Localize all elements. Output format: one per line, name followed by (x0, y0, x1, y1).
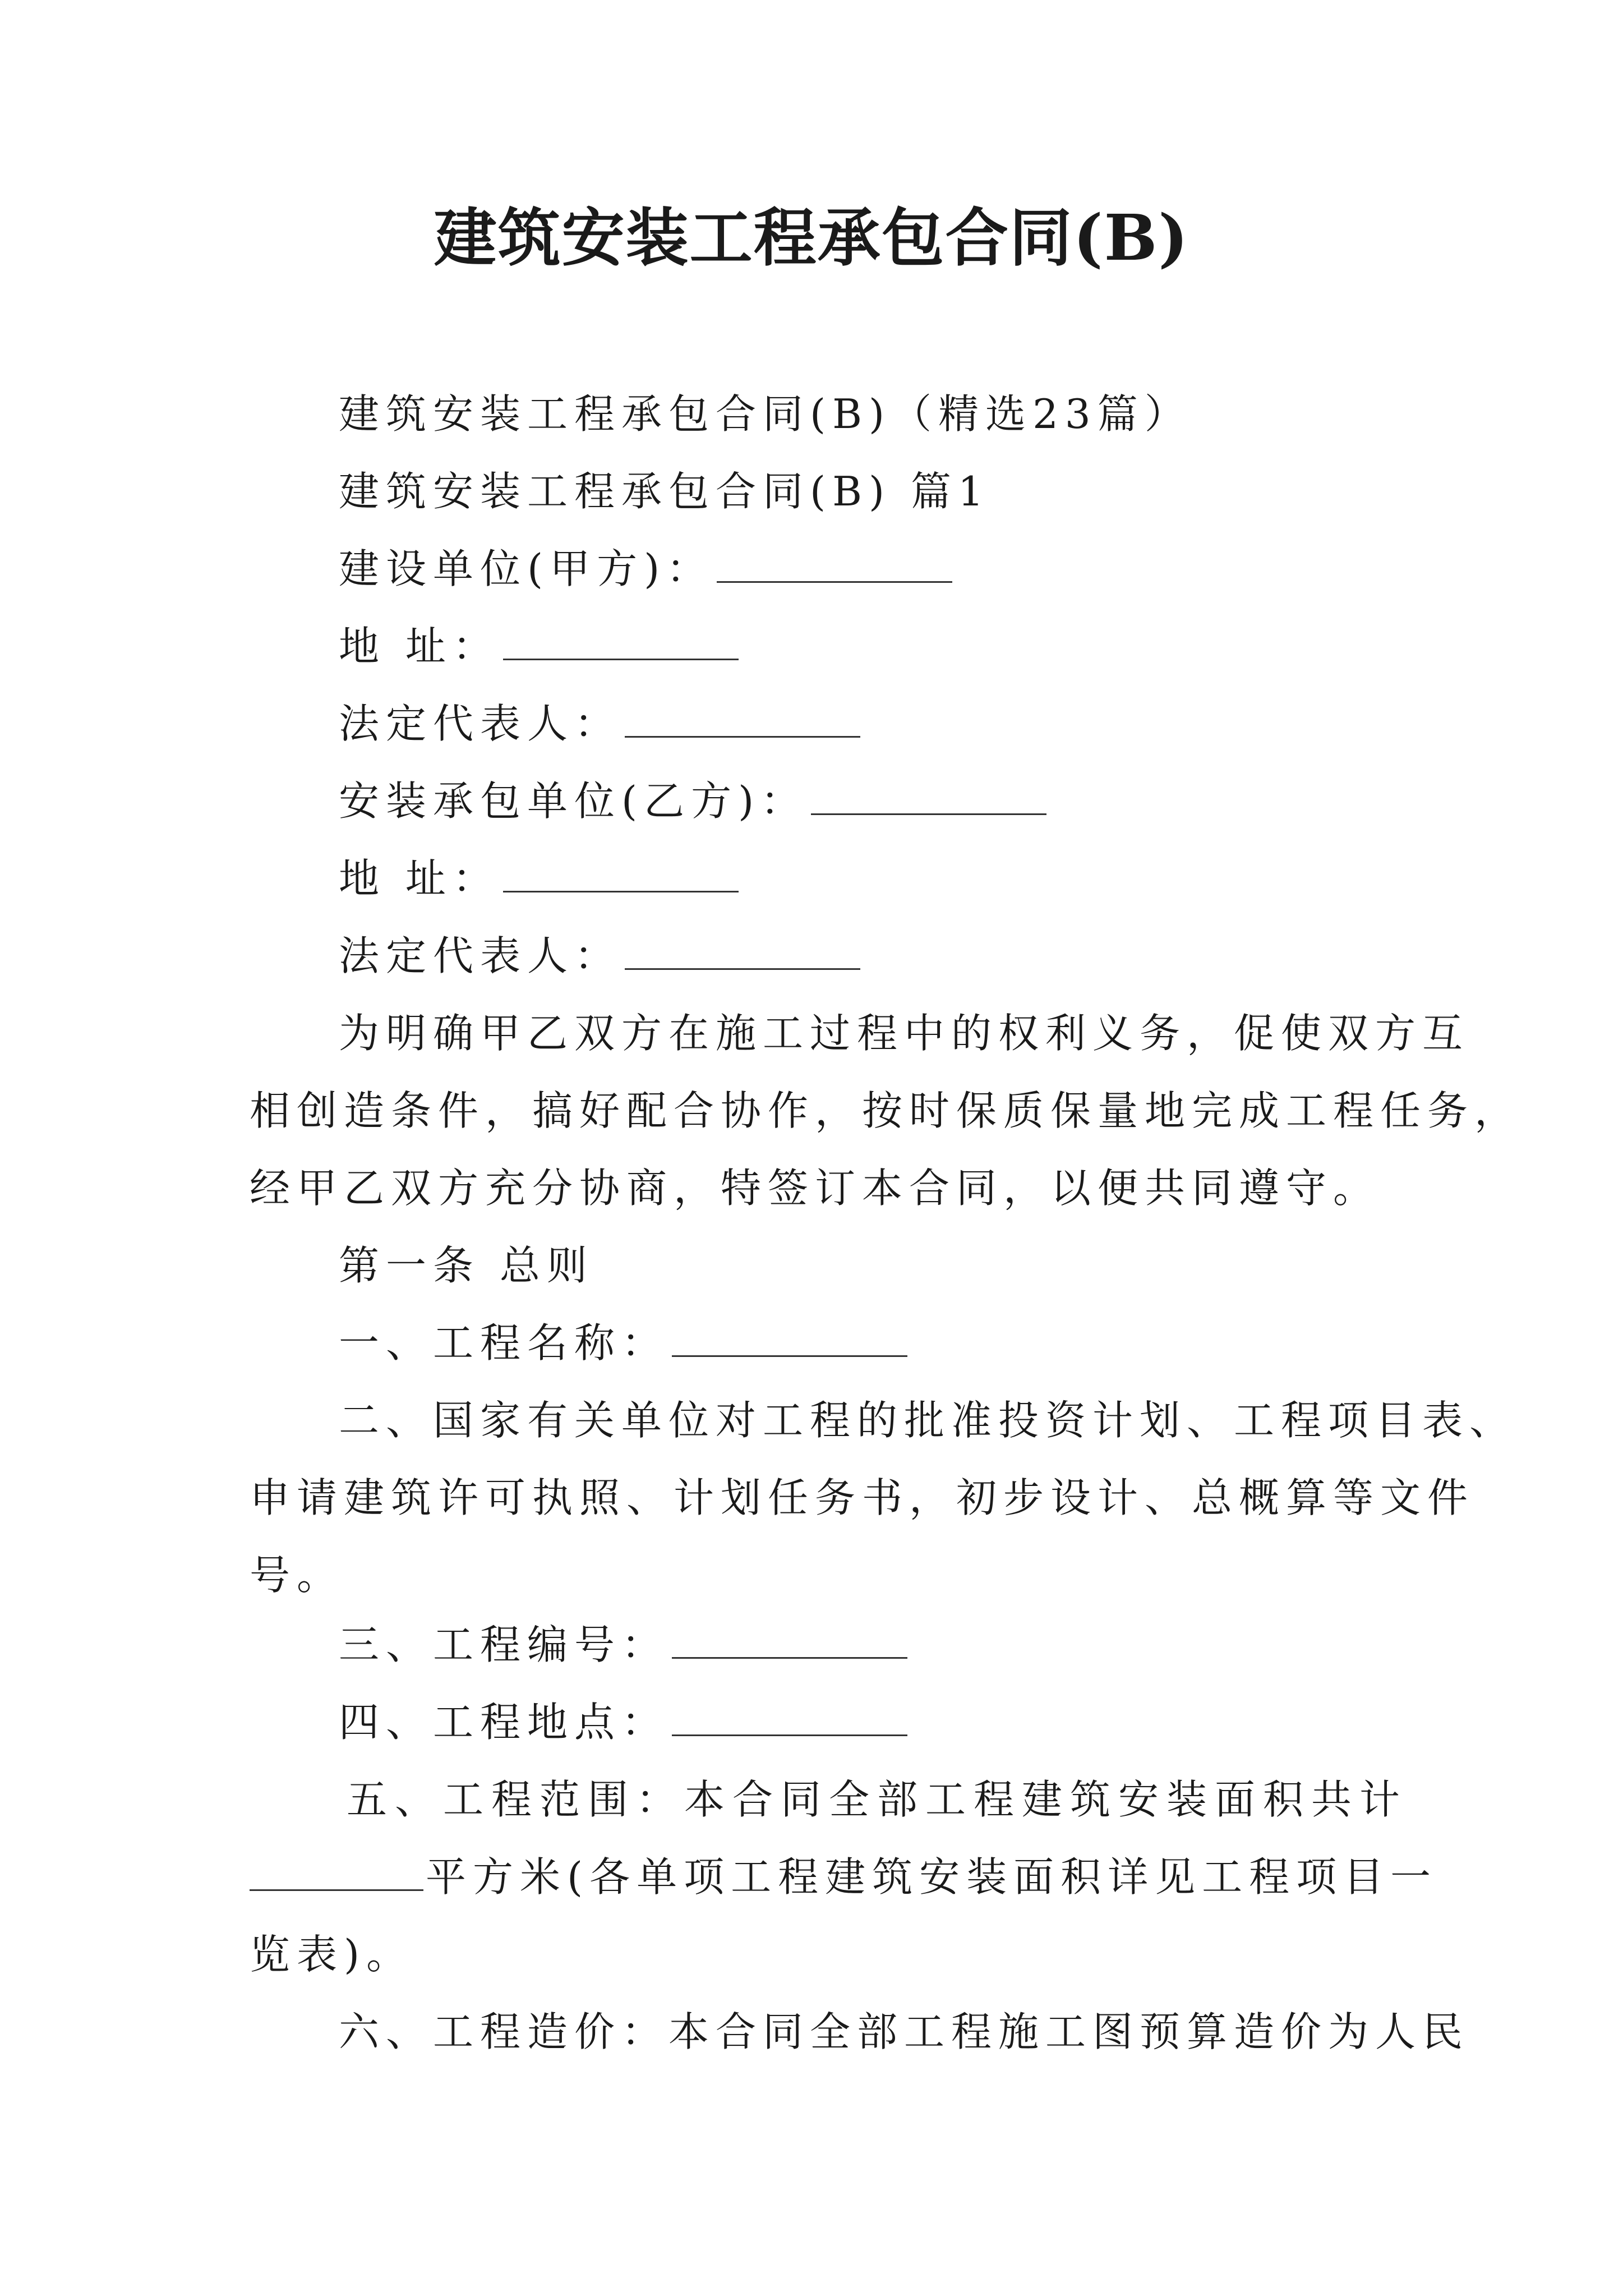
item-1-line (339, 1315, 1393, 1371)
party-b-rep-label: 法定代表人： (339, 932, 622, 979)
item-6-line-1: 六、工程造价：本合同全部工程施工图预算造价为人民 (339, 2008, 1470, 2055)
item-2-line-2: 申请建筑许可执照、计划任务书，初步设计、总概算等文件 (250, 1474, 1475, 1521)
item-2-line-1: 二、国家有关单位对工程的批准投资计划、工程项目表、 (339, 1397, 1517, 1444)
party-a-address-label: 地 址： (339, 623, 500, 670)
party-a-address-line (339, 618, 1393, 674)
party-b-address-blank (503, 856, 739, 892)
party-a-rep-blank (625, 701, 860, 738)
preamble-line-2: 相创造条件，搞好配合协作，按时保质保量地完成工程任务， (250, 1087, 1522, 1134)
item-1-blank (672, 1320, 907, 1357)
party-a-rep-label: 法定代表人： (339, 700, 622, 747)
party-a-label: 建设单位(甲方)： (339, 545, 714, 592)
party-b-address-label: 地 址： (339, 855, 500, 902)
item-3-line (339, 1617, 1393, 1673)
section-heading: 建筑安装工程承包合同(B) 篇1 (339, 468, 990, 515)
item-5-line-3: 览表)。 (250, 1931, 414, 1978)
party-b-label: 安装承包单位(乙方)： (339, 777, 808, 825)
party-b-rep-line (339, 928, 1393, 984)
item-5-line-2-text: 平方米(各单项工程建筑安装面积详见工程项目一 (426, 1853, 1438, 1901)
item-5-line-1: 五、工程范围：本合同全部工程建筑安装面积共计 (347, 1776, 1408, 1823)
item-4-line (339, 1694, 1393, 1750)
document-title: 建筑安装工程承包合同(B) (434, 201, 1189, 275)
item-3-label: 三、工程编号： (339, 1621, 669, 1668)
subtitle: 建筑安装工程承包合同(B)（精选23篇） (339, 390, 1192, 438)
item-2-line-3: 号。 (250, 1552, 344, 1599)
party-b-blank (811, 779, 1046, 815)
article-1-heading: 第一条 总则 (339, 1242, 594, 1289)
preamble-line-3: 经甲乙双方充分协商，特签订本合同，以便共同遵守。 (250, 1165, 1381, 1212)
party-a-rep-line (339, 696, 1393, 752)
item-5-blank (250, 1855, 423, 1891)
party-b-address-line (339, 850, 1393, 907)
party-a-address-blank (503, 624, 739, 660)
preamble-line-1: 为明确甲乙双方在施工过程中的权利义务，促使双方互 (339, 1010, 1470, 1057)
party-b-rep-blank (625, 933, 860, 970)
party-a-blank (717, 546, 952, 583)
party-b-line (339, 773, 1393, 829)
item-5-line-2 (250, 1849, 1438, 1905)
item-4-blank (672, 1700, 907, 1736)
item-4-label: 四、工程地点： (339, 1699, 669, 1746)
item-3-blank (672, 1622, 907, 1659)
item-1-label: 一、工程名称： (339, 1319, 669, 1366)
party-a-line (339, 541, 1393, 597)
